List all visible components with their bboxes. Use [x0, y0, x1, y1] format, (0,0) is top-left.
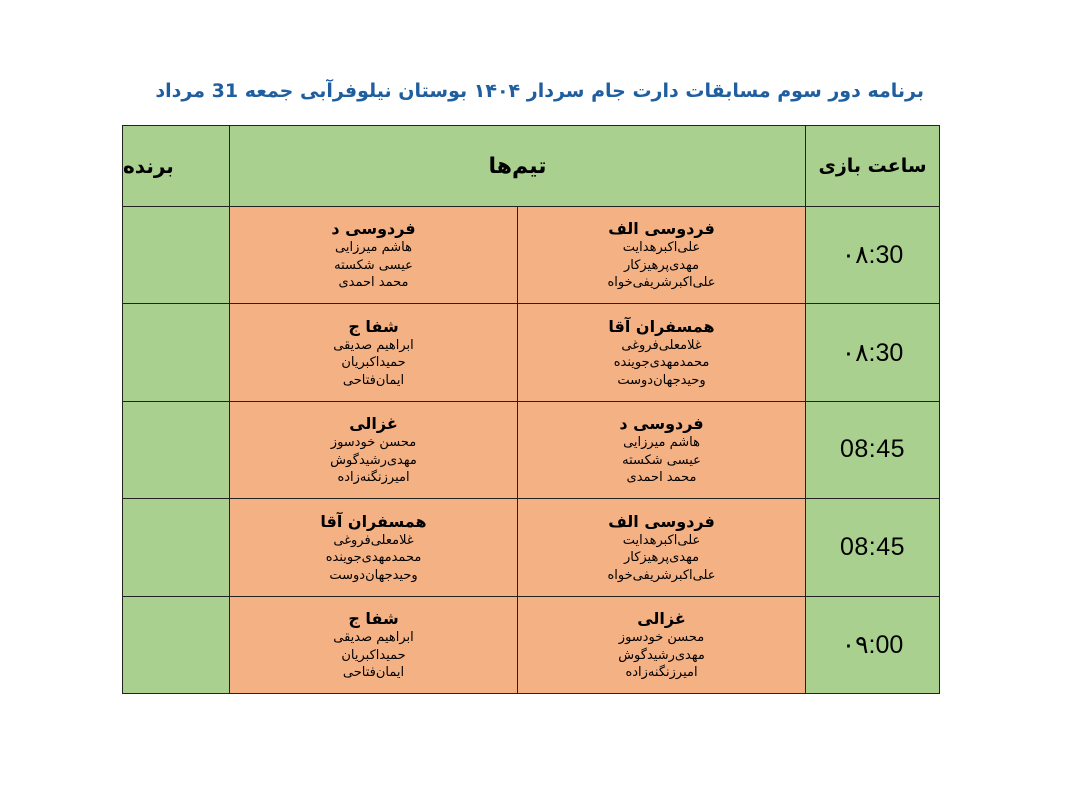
player-name: ابراهیم صدیقی	[333, 630, 414, 646]
player-name: علی‌اکبرهدایت	[622, 240, 701, 256]
header-row	[123, 126, 940, 207]
match-time: ۰۸:30	[806, 304, 940, 401]
player-name: علی‌اکبرهدایت	[622, 532, 701, 548]
player-name: وحیدجهان‌دوست	[329, 567, 418, 583]
winner-cell[interactable]	[123, 401, 230, 498]
player-name: غلامعلی‌فروغی	[333, 532, 414, 548]
match-row	[123, 207, 940, 304]
page-title: برنامه دور سوم مسابقات دارت جام سردار ۱۴۰۴ بوستان نیلوفرآبی جمعه 31 مرداد	[155, 80, 924, 102]
schedule-table	[122, 125, 940, 694]
player-name: حمیداکبریان	[341, 355, 406, 371]
header-time: ساعت بازی	[806, 126, 940, 207]
team-cell	[518, 207, 806, 304]
player-name: محمدمهدی‌جوینده	[613, 355, 710, 371]
header-teams: تیم‌ها	[230, 126, 806, 207]
player-name: امیرزنگنه‌زاده	[337, 470, 410, 486]
player-name: مهدی‌پرهیزکار	[623, 257, 700, 273]
player-name: ایمان‌فتاحی	[342, 372, 405, 388]
player-name: محسن خودسوز	[618, 630, 705, 646]
player-name: عیسی شکسته	[334, 257, 413, 273]
player-name: علی‌اکبرشریفی‌خواه	[607, 567, 716, 583]
player-name: وحیدجهان‌دوست	[617, 372, 706, 388]
team-cell	[518, 401, 806, 498]
player-name: مهدی‌پرهیزکار	[623, 550, 700, 566]
player-name: ابراهیم صدیقی	[333, 337, 414, 353]
team-name: شفا ج	[348, 316, 399, 336]
match-row	[123, 401, 940, 498]
team-cell	[230, 499, 518, 596]
player-name: ایمان‌فتاحی	[342, 665, 405, 681]
match-row	[123, 499, 940, 596]
player-name: مهدی‌رشیدگوش	[330, 452, 417, 468]
match-row	[123, 304, 940, 401]
team-cell	[230, 596, 518, 693]
match-time: ۰۸:30	[806, 207, 940, 304]
player-name: غلامعلی‌فروغی	[621, 337, 702, 353]
team-name: فردوسی الف	[608, 219, 715, 239]
team-cell	[518, 596, 806, 693]
team-name: همسفران آقا	[608, 316, 715, 336]
player-name: عیسی شکسته	[622, 452, 701, 468]
player-name: هاشم میرزایی	[623, 435, 700, 451]
player-name: علی‌اکبرشریفی‌خواه	[607, 275, 716, 291]
team-name: فردوسی د	[331, 219, 416, 239]
winner-cell[interactable]	[123, 596, 230, 693]
header-winner: برنده	[123, 126, 230, 207]
player-name: محمد احمدی	[626, 470, 697, 486]
team-cell	[230, 304, 518, 401]
winner-cell[interactable]	[123, 304, 230, 401]
team-cell	[518, 499, 806, 596]
match-row	[123, 596, 940, 693]
team-name: همسفران آقا	[320, 511, 427, 531]
team-cell	[518, 304, 806, 401]
player-name: محسن خودسوز	[330, 435, 417, 451]
match-time: 08:45	[806, 499, 940, 596]
team-cell	[230, 401, 518, 498]
player-name: هاشم میرزایی	[335, 240, 412, 256]
player-name: امیرزنگنه‌زاده	[625, 665, 698, 681]
player-name: محمد احمدی	[338, 275, 409, 291]
team-name: فردوسی الف	[608, 511, 715, 531]
player-name: مهدی‌رشیدگوش	[618, 647, 705, 663]
player-name: حمیداکبریان	[341, 647, 406, 663]
winner-cell[interactable]	[123, 207, 230, 304]
team-name: فردوسی د	[619, 414, 704, 434]
team-name: شفا ج	[348, 609, 399, 629]
match-time: 08:45	[806, 401, 940, 498]
player-name: محمدمهدی‌جوینده	[325, 550, 422, 566]
team-name: غزالی	[349, 414, 398, 434]
team-name: غزالی	[637, 609, 686, 629]
winner-cell[interactable]	[123, 499, 230, 596]
team-cell	[230, 207, 518, 304]
match-time: ۰۹:00	[806, 596, 940, 693]
